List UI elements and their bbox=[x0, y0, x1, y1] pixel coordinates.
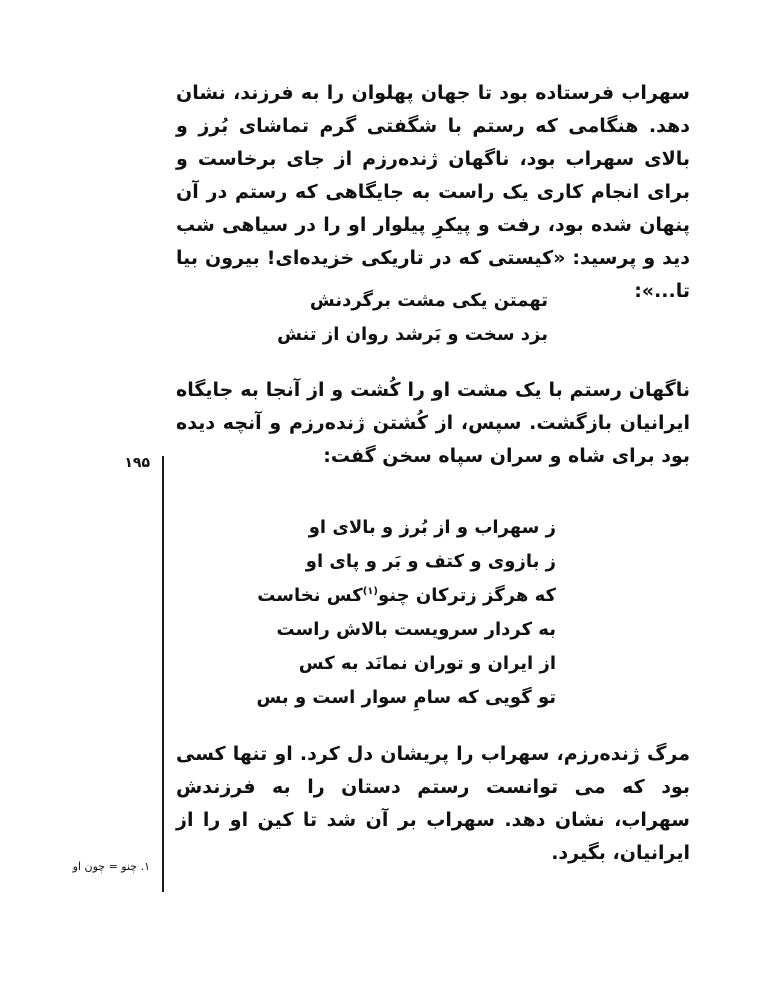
verse-line: از ایران و توران نمانَد به کس bbox=[298, 653, 556, 674]
verse-text: کس نخاست bbox=[257, 585, 363, 606]
paragraph-2: ناگهان رستم با یک مشت او را کُشت و از آنجا به جایگاه ایرانیان بازگشت. سپس، از کُشتن ژنده‌رزم و آنچه دیده بود برای شاه و سران سپاه سخن گفت: bbox=[176, 379, 690, 467]
verse-line: تو گویی که سامِ سوار است و بس bbox=[256, 687, 556, 708]
verse-line: ز سهراب و از بُرز و بالای او bbox=[308, 517, 556, 538]
verse-line: به کردار سرویست بالاش راست bbox=[276, 619, 556, 640]
verse-line: بزد سخت و بَرشد روان از تنش bbox=[277, 324, 548, 345]
verse-text: که هرگز زترکان چنو bbox=[377, 585, 556, 606]
footnote-marker: (۱) bbox=[362, 586, 378, 597]
verse-line: تهمتن یکی مشت برگردنش bbox=[309, 290, 548, 311]
paragraph-1: سهراب فرستاده بود تا جهان پهلوان را به فرزند، نشان دهد. هنگامی که رستم با شگفتی گرم تماشای بُرز و بالای سهراب بود، ناگهان ژنده‌رزم از جای برخاست و برای انجام کاری یک راست به جایگاهی که رستم در آن پنهان شده بود، رفت و پیکرِ پیلوار او را در سیاهی شب دید و پرسید: «کیستی که در تاریکی خزیده‌ای! بیرون بیا تا...»: bbox=[176, 82, 690, 302]
verse-block-2 bbox=[256, 511, 556, 715]
verse-block-1 bbox=[277, 284, 548, 352]
paragraph-3: مرگ ژنده‌رزم، سهراب را پریشان دل کرد. او تنها کسی بود که می توانست رستم دستان را به فرزندش سهراب، نشان دهد. سهراب بر آن شد تا کین او را از ایرانیان، بگیرد. bbox=[176, 743, 690, 864]
verse-line-with-footnote bbox=[257, 579, 556, 613]
margin-rule bbox=[162, 456, 164, 892]
verse-line: ز بازوی و کتف و بَر و پای او bbox=[305, 551, 556, 572]
page-number: ۱۹۵ bbox=[124, 455, 150, 471]
footnote: ۱. چنو = چون او bbox=[72, 860, 150, 873]
